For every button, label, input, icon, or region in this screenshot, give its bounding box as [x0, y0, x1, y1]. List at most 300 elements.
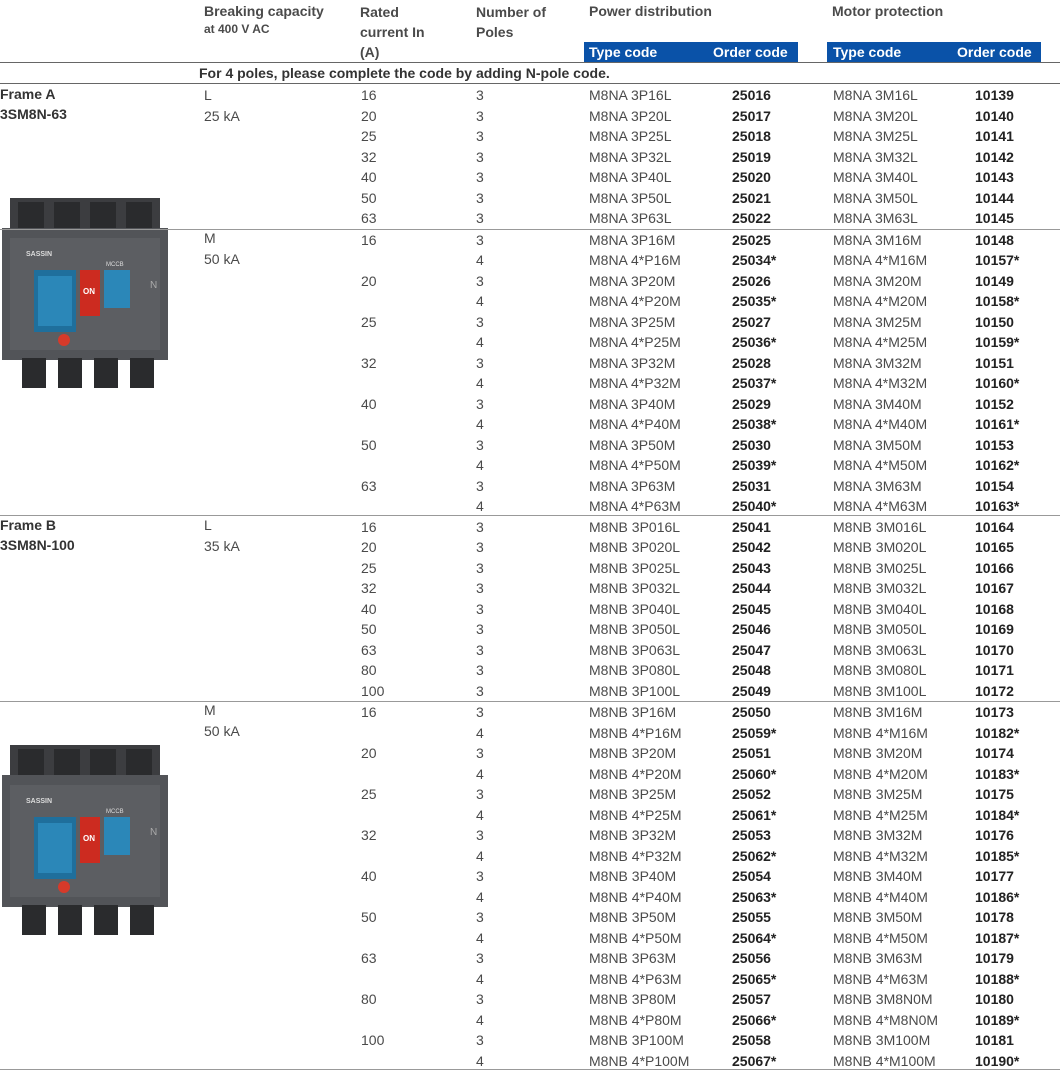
power-type-code-cell: M8NB 3P050L	[589, 621, 681, 637]
motor-type-code-cell: M8NB 3M16M	[833, 704, 923, 720]
table-row	[0, 558, 1060, 579]
on-label: ON	[83, 834, 95, 843]
table-row	[0, 85, 1060, 106]
table-row	[0, 188, 1060, 209]
table-row	[0, 969, 1060, 990]
power-order-code-cell: 25029	[732, 395, 771, 412]
power-order-code-cell: 25038*	[732, 416, 777, 432]
header-breaking-capacity	[204, 2, 324, 38]
motor-order-code-cell: 10157*	[975, 252, 1020, 268]
frame-a-name: Frame A	[0, 86, 56, 102]
motor-type-code-cell: M8NA 3M20M	[833, 272, 922, 289]
rated-current-cell: 80	[361, 662, 377, 678]
poles-cell: 4	[476, 806, 484, 823]
header-breaking-capacity-title: Breaking capacity	[204, 3, 324, 19]
power-type-code-cell: M8NA 3P32L	[589, 148, 672, 165]
table-row	[0, 764, 1060, 785]
power-type-code-cell: M8NA 3P63L	[589, 210, 672, 226]
power-order-code-cell: 25026	[732, 272, 771, 289]
power-order-code-cell: 25031	[732, 477, 771, 494]
power-type-code-cell: M8NB 4*P40M	[589, 888, 682, 905]
motor-order-code-cell: 10190*	[975, 1052, 1020, 1069]
rated-current-cell: 32	[361, 354, 377, 371]
motor-type-code-cell: M8NA 3M25M	[833, 313, 922, 330]
motor-order-code-cell: 10148	[975, 231, 1014, 248]
motor-order-code-cell: 10167	[975, 580, 1014, 596]
breaking-level: L	[204, 87, 212, 103]
motor-type-code-cell: M8NA 4*M20M	[833, 293, 928, 309]
poles-cell: 4	[476, 375, 484, 391]
motor-order-code-cell: 10181	[975, 1032, 1014, 1048]
poles-cell: 3	[476, 436, 484, 453]
table-row	[0, 784, 1060, 805]
rated-current-cell: 32	[361, 148, 377, 165]
power-order-code-cell: 25043	[732, 559, 771, 576]
motor-type-code-cell: M8NA 4*M16M	[833, 252, 928, 268]
table-row	[0, 373, 1060, 394]
poles-cell: 3	[476, 682, 484, 699]
motor-type-code-cell: M8NB 4*M40M	[833, 888, 928, 905]
power-type-code-cell: M8NA 4*P40M	[589, 416, 681, 432]
frame-b-name: Frame B	[0, 517, 57, 533]
mccb-label: MCCB	[106, 809, 124, 815]
table-row	[0, 312, 1060, 333]
motor-order-code-cell: 10162*	[975, 457, 1020, 473]
poles-cell: 3	[476, 621, 484, 637]
motor-order-code-cell: 10164	[975, 518, 1014, 535]
header-power-distribution-label: Power distribution	[589, 3, 712, 19]
power-type-code-cell: M8NB 4*P32M	[589, 847, 682, 864]
power-order-code-cell: 25017	[732, 107, 771, 124]
motor-type-code-cell: M8NB 3M25M	[833, 786, 923, 802]
rated-current-cell: 80	[361, 991, 377, 1007]
poles-cell: 4	[476, 929, 484, 946]
power-order-code-cell: 25036*	[732, 334, 777, 350]
power-order-code-cell: 25066*	[732, 1011, 777, 1028]
power-order-code-cell: 25035*	[732, 293, 777, 309]
breaking-capacity-value: 50 kA	[204, 250, 240, 267]
breaking-level: M	[204, 230, 216, 246]
power-order-code-cell: 25022	[732, 210, 771, 226]
power-order-code-cell: 25055	[732, 909, 771, 925]
breaking-level: M	[204, 702, 216, 718]
motor-type-code-cell: M8NB 3M080L	[833, 662, 927, 678]
poles-cell: 3	[476, 272, 484, 289]
motor-order-code-cell: 10187*	[975, 929, 1020, 946]
power-type-code-cell: M8NB 3P40M	[589, 868, 677, 884]
power-order-code-cell: 25058	[732, 1032, 771, 1048]
poles-cell: 4	[476, 1052, 484, 1069]
motor-order-code-cell: 10158*	[975, 293, 1020, 309]
poles-cell: 4	[476, 293, 484, 309]
table-row	[0, 106, 1060, 127]
header-motor-protection-label: Motor protection	[832, 3, 944, 19]
motor-type-code-cell: M8NA 4*M40M	[833, 416, 928, 432]
on-label: ON	[83, 287, 95, 296]
table-row	[0, 989, 1060, 1010]
poles-cell: 3	[476, 87, 484, 103]
motor-order-code-cell: 10184*	[975, 806, 1020, 823]
motor-order-code-cell: 10154	[975, 477, 1014, 494]
power-order-code-cell: 25059*	[732, 724, 777, 741]
table-header	[0, 0, 1060, 62]
power-type-code-cell: M8NA 3P50L	[589, 189, 672, 206]
motor-order-code-cell: 10161*	[975, 416, 1020, 432]
table-row	[0, 681, 1060, 702]
motor-order-code-cell: 10188*	[975, 970, 1020, 987]
motor-order-code-cell: 10144	[975, 189, 1014, 206]
motor-order-code-cell: 10179	[975, 950, 1014, 966]
header-rated-l3: (A)	[360, 44, 380, 60]
power-order-code-cell: 25041	[732, 518, 771, 535]
four-pole-note: For 4 poles, please complete the code by adding N-pole code.	[199, 65, 610, 81]
table-row	[0, 640, 1060, 661]
power-type-code-cell: M8NB 3P25M	[589, 786, 677, 802]
order-table-body	[0, 85, 1060, 1071]
poles-cell: 4	[476, 1011, 484, 1028]
breaking-capacity-value: 50 kA	[204, 722, 240, 739]
note-rule	[0, 83, 1060, 84]
power-type-code-cell: M8NA 3P16L	[589, 87, 672, 103]
poles-cell: 3	[476, 477, 484, 494]
rated-current-cell: 63	[361, 477, 377, 494]
header-poles-l2: Poles	[476, 24, 514, 40]
power-type-code-cell: M8NA 3P20M	[589, 272, 676, 289]
power-order-code-cell: 25050	[732, 704, 771, 720]
rated-current-cell: 40	[361, 600, 377, 617]
power-order-code-cell: 25040*	[732, 498, 777, 514]
poles-cell: 3	[476, 395, 484, 412]
motor-order-code-cell: 10177	[975, 868, 1014, 884]
table-row	[0, 701, 1060, 723]
motor-type-code-cell: M8NA 3M16M	[833, 231, 922, 248]
table-row	[0, 887, 1060, 908]
motor-order-code-cell: 10141	[975, 128, 1014, 144]
motor-type-code-cell: M8NB 3M063L	[833, 641, 927, 658]
power-order-code-header: Order code	[713, 44, 788, 60]
power-type-code-cell: M8NB 3P63M	[589, 950, 677, 966]
power-type-code-cell: M8NB 3P032L	[589, 580, 681, 596]
motor-type-code-cell: M8NA 4*M32M	[833, 375, 928, 391]
poles-cell: 3	[476, 662, 484, 678]
motor-type-code-cell: M8NA 3M63L	[833, 210, 918, 226]
table-row	[0, 394, 1060, 415]
brand-label: SASSIN	[26, 251, 53, 258]
mccb-label: MCCB	[106, 262, 124, 268]
table-row	[0, 208, 1060, 229]
poles-cell: 4	[476, 765, 484, 782]
power-order-code-cell: 25064*	[732, 929, 777, 946]
motor-type-code-cell: M8NB 3M100L	[833, 682, 927, 699]
poles-cell: 4	[476, 847, 484, 864]
motor-order-code-cell: 10182*	[975, 724, 1020, 741]
table-row	[0, 578, 1060, 599]
table-row	[0, 291, 1060, 312]
motor-order-code-cell: 10169	[975, 621, 1014, 637]
rated-current-cell: 20	[361, 107, 377, 124]
table-row	[0, 928, 1060, 949]
poles-cell: 4	[476, 416, 484, 432]
rated-current-cell: 20	[361, 539, 377, 555]
motor-code-bar	[827, 42, 1041, 62]
power-type-code-cell: M8NA 4*P20M	[589, 293, 681, 309]
header-breaking-capacity-sub: at 400 V AC	[204, 22, 270, 36]
table-row	[0, 619, 1060, 640]
power-order-code-cell: 25061*	[732, 806, 777, 823]
power-order-code-cell: 25063*	[732, 888, 777, 905]
power-order-code-cell: 25067*	[732, 1052, 777, 1069]
frame-a-model: 3SM8N-63	[0, 106, 67, 122]
power-type-code-cell: M8NA 3P16M	[589, 231, 676, 248]
rated-current-cell: 50	[361, 621, 377, 637]
table-row	[0, 271, 1060, 292]
power-type-code-cell: M8NA 3P40M	[589, 395, 676, 412]
poles-cell: 4	[476, 252, 484, 268]
power-type-code-cell: M8NB 3P040L	[589, 600, 681, 617]
table-row	[0, 660, 1060, 681]
power-type-code-cell: M8NB 3P20M	[589, 745, 677, 761]
motor-type-code-cell: M8NB 3M032L	[833, 580, 927, 596]
power-order-code-cell: 25018	[732, 128, 771, 144]
motor-type-code-cell: M8NB 4*M50M	[833, 929, 928, 946]
poles-cell: 4	[476, 888, 484, 905]
power-type-code-cell: M8NB 3P016L	[589, 518, 681, 535]
poles-cell: 3	[476, 313, 484, 330]
table-row	[0, 599, 1060, 620]
table-row	[0, 455, 1060, 476]
poles-cell: 3	[476, 827, 484, 843]
poles-cell: 3	[476, 354, 484, 371]
breaking-capacity-value: 25 kA	[204, 107, 240, 124]
motor-type-code-cell: M8NB 3M025L	[833, 559, 927, 576]
power-order-code-cell: 25054	[732, 868, 771, 884]
motor-order-code-cell: 10139	[975, 87, 1014, 103]
power-order-code-cell: 25060*	[732, 765, 777, 782]
table-row	[0, 825, 1060, 846]
rated-current-cell: 16	[361, 231, 377, 248]
motor-type-code-cell: M8NA 4*M50M	[833, 457, 928, 473]
motor-type-code-cell: M8NA 3M20L	[833, 107, 918, 124]
poles-cell: 4	[476, 457, 484, 473]
motor-type-code-cell: M8NB 4*M63M	[833, 970, 928, 987]
poles-cell: 3	[476, 991, 484, 1007]
poles-cell: 3	[476, 231, 484, 248]
poles-cell: 4	[476, 334, 484, 350]
power-type-code-cell: M8NB 3P100M	[589, 1032, 684, 1048]
power-type-code-cell: M8NA 3P32M	[589, 354, 676, 371]
rated-current-cell: 32	[361, 580, 377, 596]
motor-order-code-cell: 10189*	[975, 1011, 1020, 1028]
poles-cell: 3	[476, 539, 484, 555]
motor-order-code-cell: 10180	[975, 991, 1014, 1007]
rated-current-cell: 63	[361, 950, 377, 966]
poles-cell: 3	[476, 148, 484, 165]
motor-order-code-header: Order code	[957, 44, 1032, 60]
neutral-label: N	[150, 827, 158, 838]
motor-order-code-cell: 10163*	[975, 498, 1020, 514]
header-poles-l1: Number of	[476, 4, 546, 20]
motor-type-code-cell: M8NB 3M016L	[833, 518, 927, 535]
poles-cell: 3	[476, 169, 484, 185]
rated-current-cell: 16	[361, 704, 377, 720]
power-order-code-cell: 25025	[732, 231, 771, 248]
motor-type-code-cell: M8NB 4*M100M	[833, 1052, 936, 1069]
motor-order-code-cell: 10149	[975, 272, 1014, 289]
table-row	[0, 517, 1060, 538]
power-order-code-cell: 25030	[732, 436, 771, 453]
rated-current-cell: 20	[361, 745, 377, 761]
poles-cell: 3	[476, 189, 484, 206]
motor-type-code-cell: M8NA 3M16L	[833, 87, 918, 103]
poles-cell: 3	[476, 580, 484, 596]
power-order-code-cell: 25053	[732, 827, 771, 843]
power-type-code-cell: M8NB 3P080L	[589, 662, 681, 678]
poles-cell: 3	[476, 1032, 484, 1048]
table-row	[0, 723, 1060, 744]
power-order-code-cell: 25047	[732, 641, 771, 658]
motor-order-code-cell: 10173	[975, 704, 1014, 720]
power-order-code-cell: 25020	[732, 169, 771, 185]
poles-cell: 3	[476, 559, 484, 576]
poles-cell: 3	[476, 704, 484, 720]
power-type-code-cell: M8NB 4*P25M	[589, 806, 682, 823]
poles-cell: 3	[476, 518, 484, 535]
power-type-code-cell: M8NA 4*P25M	[589, 334, 681, 350]
motor-type-code-cell: M8NA 3M32L	[833, 148, 918, 165]
motor-order-code-cell: 10142	[975, 148, 1014, 165]
power-type-code-cell: M8NB 3P100L	[589, 682, 681, 699]
motor-order-code-cell: 10166	[975, 559, 1014, 576]
poles-cell: 4	[476, 498, 484, 514]
motor-order-code-cell: 10151	[975, 354, 1014, 371]
power-type-code-cell: M8NA 3P25L	[589, 128, 672, 144]
rated-current-cell: 16	[361, 87, 377, 103]
rated-current-cell: 100	[361, 682, 385, 699]
power-order-code-cell: 25048	[732, 662, 771, 678]
power-type-code-cell: M8NB 3P32M	[589, 827, 677, 843]
motor-order-code-cell: 10160*	[975, 375, 1020, 391]
motor-order-code-cell: 10170	[975, 641, 1014, 658]
motor-order-code-cell: 10143	[975, 169, 1014, 185]
motor-order-code-cell: 10178	[975, 909, 1014, 925]
motor-type-code-cell: M8NB 4*M32M	[833, 847, 928, 864]
power-type-code-cell: M8NA 3P50M	[589, 436, 676, 453]
motor-type-code-cell: M8NA 3M25L	[833, 128, 918, 144]
motor-order-code-cell: 10175	[975, 786, 1014, 802]
rated-current-cell: 40	[361, 169, 377, 185]
power-type-code-cell: M8NB 4*P80M	[589, 1011, 682, 1028]
rated-current-cell: 50	[361, 436, 377, 453]
motor-type-code-cell: M8NB 4*M8N0M	[833, 1011, 939, 1028]
poles-cell: 3	[476, 210, 484, 226]
motor-type-code-cell: M8NA 3M50L	[833, 189, 918, 206]
motor-type-code-cell: M8NB 3M020L	[833, 539, 927, 555]
power-order-code-cell: 25016	[732, 87, 771, 103]
power-type-code-cell: M8NB 4*P100M	[589, 1052, 690, 1069]
power-order-code-cell: 25028	[732, 354, 771, 371]
motor-order-code-cell: 10176	[975, 827, 1014, 843]
power-order-code-cell: 25037*	[732, 375, 777, 391]
power-type-code-cell: M8NB 4*P63M	[589, 970, 682, 987]
power-type-code-cell: M8NB 3P16M	[589, 704, 677, 720]
power-order-code-cell: 25049	[732, 682, 771, 699]
power-type-code-header: Type code	[589, 44, 658, 60]
motor-order-code-cell: 10168	[975, 600, 1014, 617]
header-number-of-poles	[476, 2, 546, 42]
power-order-code-cell: 25056	[732, 950, 771, 966]
header-power-distribution	[589, 2, 712, 20]
table-row	[0, 496, 1060, 517]
poles-cell: 3	[476, 107, 484, 124]
motor-order-code-cell: 10165	[975, 539, 1014, 555]
poles-cell: 3	[476, 128, 484, 144]
poles-cell: 3	[476, 745, 484, 761]
motor-order-code-cell: 10172	[975, 682, 1014, 699]
power-order-code-cell: 25065*	[732, 970, 777, 987]
poles-cell: 3	[476, 909, 484, 925]
motor-type-code-cell: M8NB 4*M25M	[833, 806, 928, 823]
table-row	[0, 414, 1060, 435]
table-row	[0, 1030, 1060, 1051]
table-row	[0, 476, 1060, 497]
rated-current-cell: 25	[361, 313, 377, 330]
motor-type-code-cell: M8NB 3M63M	[833, 950, 923, 966]
power-type-code-cell: M8NB 3P50M	[589, 909, 677, 925]
power-order-code-cell: 25034*	[732, 252, 777, 268]
power-type-code-cell: M8NA 3P40L	[589, 169, 672, 185]
table-row	[0, 332, 1060, 353]
poles-cell: 4	[476, 724, 484, 741]
rated-current-cell: 50	[361, 909, 377, 925]
brand-label: SASSIN	[26, 798, 53, 805]
power-type-code-cell: M8NB 3P020L	[589, 539, 681, 555]
power-type-code-cell: M8NA 4*P32M	[589, 375, 681, 391]
motor-type-code-cell: M8NB 3M050L	[833, 621, 927, 637]
power-type-code-cell: M8NA 4*P63M	[589, 498, 681, 514]
power-type-code-cell: M8NA 3P20L	[589, 107, 672, 124]
power-order-code-cell: 25027	[732, 313, 771, 330]
power-code-bar	[584, 42, 798, 62]
breaking-capacity-value: 35 kA	[204, 537, 240, 554]
motor-type-code-cell: M8NA 3M50M	[833, 436, 922, 453]
motor-order-code-cell: 10183*	[975, 765, 1020, 782]
motor-type-code-header: Type code	[833, 44, 902, 60]
motor-order-code-cell: 10150	[975, 313, 1014, 330]
poles-cell: 4	[476, 970, 484, 987]
breaking-level: L	[204, 517, 212, 533]
header-rated-l1: Rated	[360, 4, 399, 20]
table-row	[0, 250, 1060, 271]
power-type-code-cell: M8NB 3P025L	[589, 559, 681, 576]
rated-current-cell: 25	[361, 786, 377, 802]
motor-order-code-cell: 10153	[975, 436, 1014, 453]
table-row	[0, 866, 1060, 887]
table-row	[0, 353, 1060, 374]
motor-type-code-cell: M8NA 3M40M	[833, 395, 922, 412]
power-type-code-cell: M8NA 3P25M	[589, 313, 676, 330]
frame-b-model: 3SM8N-100	[0, 537, 75, 553]
table-row	[0, 1010, 1060, 1031]
rated-current-cell: 16	[361, 518, 377, 535]
motor-type-code-cell: M8NB 3M8N0M	[833, 991, 933, 1007]
rated-current-cell: 40	[361, 395, 377, 412]
power-order-code-cell: 25046	[732, 621, 771, 637]
poles-cell: 3	[476, 600, 484, 617]
power-type-code-cell: M8NB 3P80M	[589, 991, 677, 1007]
rated-current-cell: 20	[361, 272, 377, 289]
power-type-code-cell: M8NA 4*P50M	[589, 457, 681, 473]
power-type-code-cell: M8NB 4*P50M	[589, 929, 682, 946]
